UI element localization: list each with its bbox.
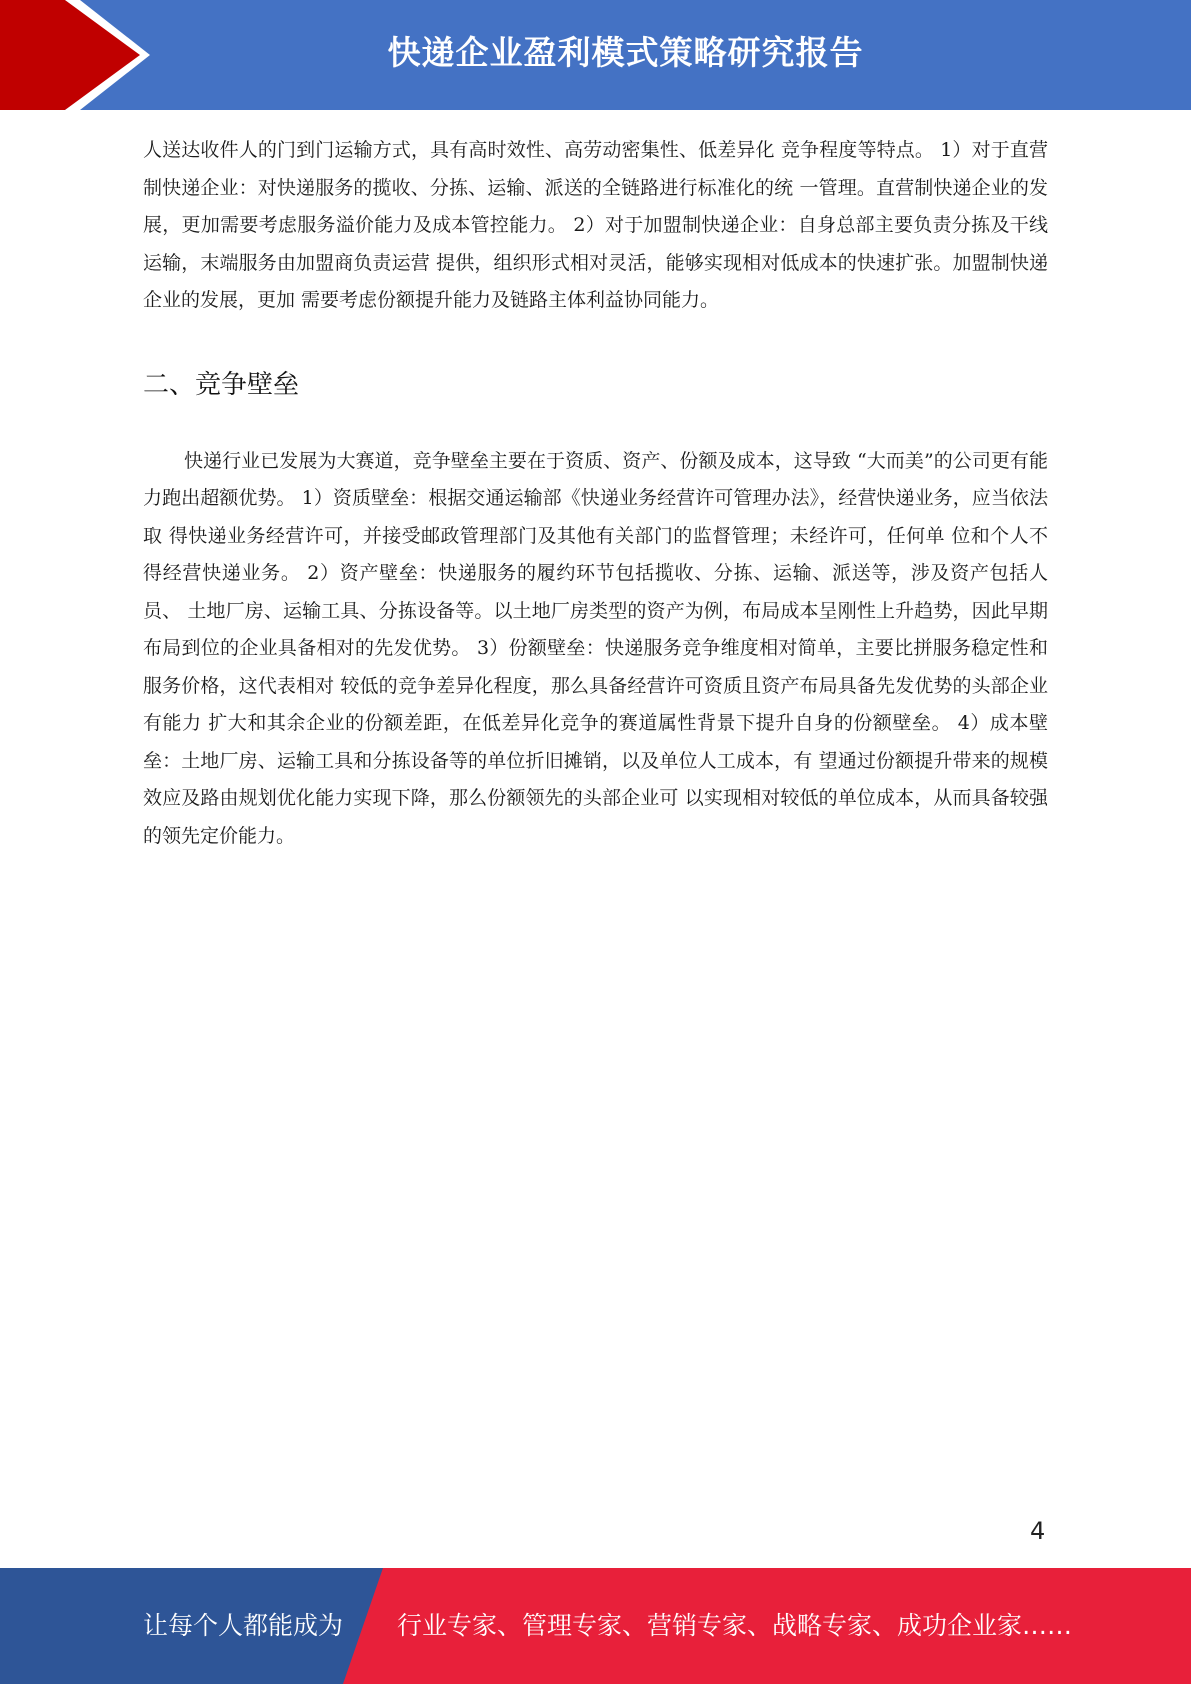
document-body xyxy=(143,132,1048,855)
page-number: 4 xyxy=(1030,1517,1046,1545)
intro-paragraph: 人送达收件人的门到门运输方式，具有高时效性、高劳动密集性、低差异化 竞争程度等特点。 1）对于直营制快递企业：对快递服务的揽收、分拣、运输、派送的全链路进行标准化的统 一管理。直营制快递企业的发展，更加需要考虑服务溢价能力及成本管控能力。 2）对于加盟制快递企业：自身总部主要负责分拣及干线运输，末端服务由加盟商负责运营 提供，组织形式相对灵活，能够实现相对低成本的快速扩张。加盟制快递企业的发展，更加 需要考虑份额提升能力及链路主体利益协同能力。 xyxy=(143,139,1048,311)
report-title: 快递企业盈利模式策略研究报告 xyxy=(387,33,864,72)
page-header xyxy=(0,0,1191,110)
footer-slogan-right: 行业专家、管理专家、营销专家、战略专家、成功企业家…… xyxy=(397,1611,1073,1640)
footer-slogan-left: 让每个人都能成为 xyxy=(143,1611,344,1640)
section-paragraph: 快递行业已发展为大赛道，竞争壁垒主要在于资质、资产、份额及成本，这导致 “大而美”的公司更有能力跑出超额优势。 1）资质壁垒：根据交通运输部《快递业务经营许可管理办法》，经营快递业务，应当依法取 得快递业务经营许可，并接受邮政管理部门及其他有关部门的监督管理；未经许可，任何单 位和个人不得经营快递业务。 2）资产壁垒：快递服务的履约环节包括揽收、分拣、运输、派送等，涉及资产包括人员、 土地厂房、运输工具、分拣设备等。以土地厂房类型的资产为例，布局成本呈刚性上升趋势，因此早期布局到位的企业具备相对的先发优势。 3）份额壁垒：快递服务竞争维度相对简单，主要比拼服务稳定性和服务价格，这代表相对 较低的竞争差异化程度，那么具备经营许可资质且资产布局具备先发优势的头部企业有能力 扩大和其余企业的份额差距，在低差异化竞争的赛道属性背景下提升自身的份额壁垒。 4）成本壁垒：土地厂房、运输工具和分拣设备等的单位折旧摊销，以及单位人工成本，有 望通过份额提升带来的规模效应及路由规划优化能力实现下降，那么份额领先的头部企业可 以实现相对较低的单位成本，从而具备较强的领先定价能力。 xyxy=(143,449,1048,847)
section-heading: 二、竞争壁垒 xyxy=(143,369,300,400)
page-footer xyxy=(0,1568,1191,1684)
